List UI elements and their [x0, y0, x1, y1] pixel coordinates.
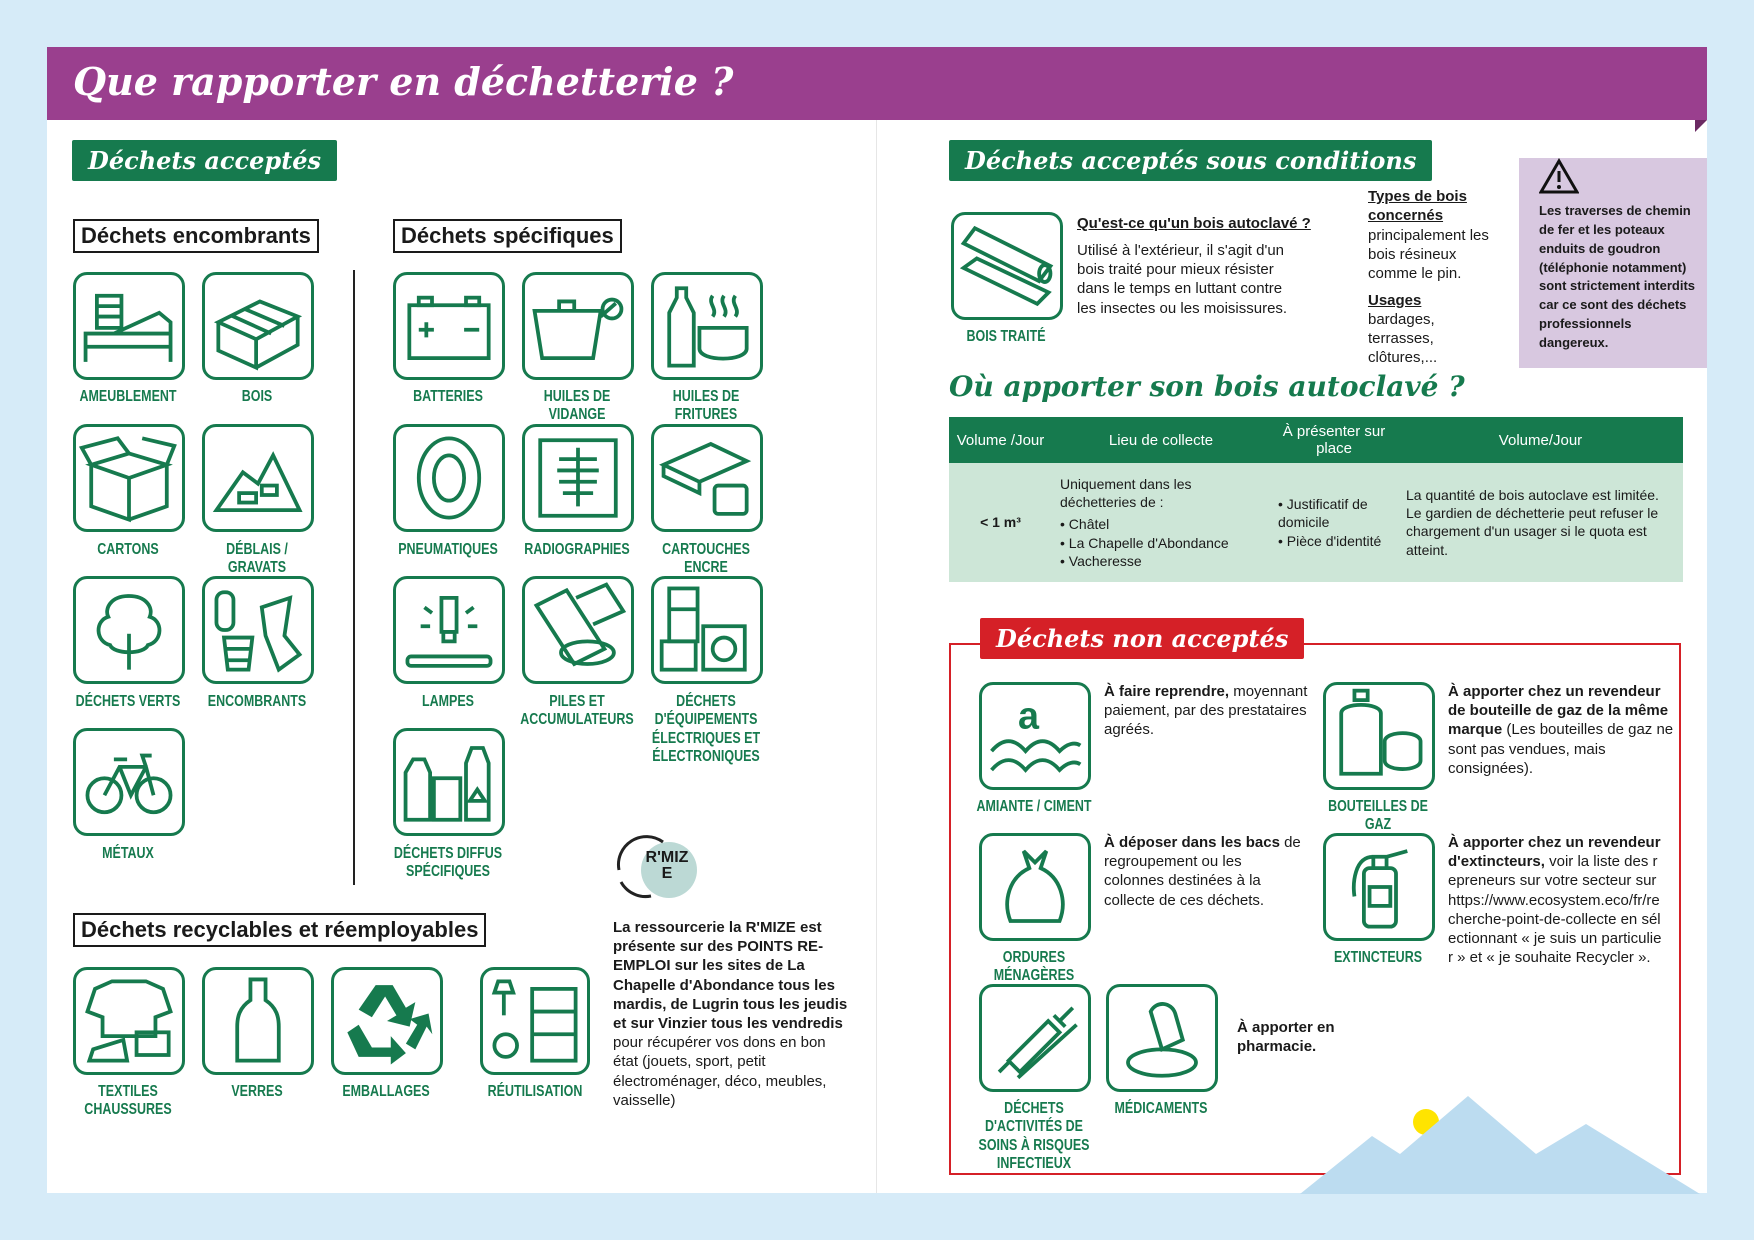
pneumatiques-icon — [393, 424, 505, 532]
warning-icon — [1539, 158, 1579, 194]
huiles-vidange-icon — [522, 272, 634, 380]
warning-box — [1519, 158, 1707, 368]
rmize-text-normal: pour récupérer vos dons en bon état (jouets, sport, petit électroménager, déco, meubles, vaisselle) — [613, 1034, 827, 1109]
metaux-icon — [73, 728, 185, 836]
cartons-icon — [73, 424, 185, 532]
extincteurs-icon — [1323, 833, 1435, 941]
th-volume-jour: Volume/Jour — [1398, 417, 1683, 463]
bois-heading: Où apporter son bois autoclavé ? — [949, 370, 1465, 403]
reutilisation-icon — [480, 967, 590, 1075]
td-documents — [1270, 463, 1398, 582]
lieu-item: • La Chapelle d'Abondance — [1060, 534, 1262, 552]
lieu-intro: Uniquement dans les déchetteries de : — [1060, 476, 1192, 511]
ameublement-caption: AMEUBLEMENT — [79, 388, 177, 405]
piles-icon — [522, 576, 634, 684]
bois-table — [949, 417, 1683, 582]
extincteurs-bold: À apporter chez un revendeur d'extincteurs, — [1448, 834, 1661, 871]
types-title: Types de bois concernés — [1368, 188, 1467, 225]
dechets-verts-icon — [73, 576, 185, 684]
bois-traite-caption: BOIS TRAITÉ — [966, 328, 1046, 345]
td-note: La quantité de bois autoclave est limitée. Le gardien de déchetterie peut refuser le chargement d'un usager si le quota est atteint. — [1398, 463, 1683, 582]
extincteurs-caption: EXTINCTEURS — [1333, 949, 1423, 966]
td-volume: < 1 m³ — [949, 463, 1052, 582]
specifiques-label: Déchets spécifiques — [393, 219, 622, 253]
metaux-caption: MÉTAUX — [102, 845, 154, 862]
dasri-caption: DÉCHETS D'ACTIVITÉS DE SOINS À RISQUES INFECTIEUX — [978, 1100, 1090, 1173]
documents-list — [1278, 495, 1390, 550]
dds-caption: DÉCHETS DIFFUS SPÉCIFIQUES — [393, 845, 503, 881]
usages-text: bardages, terrasses, clôtures,... — [1368, 311, 1438, 367]
th-lieu: Lieu de collecte — [1052, 417, 1270, 463]
lampes-caption: LAMPES — [421, 693, 474, 710]
bois-icon — [202, 272, 314, 380]
piles-caption: PILES ET ACCUMULATEURS — [520, 693, 634, 729]
deee-caption: DÉCHETS D'ÉQUIPEMENTS ÉLECTRIQUES ET ÉLECTRONIQUES — [651, 693, 761, 766]
pharmacie-text: À apporter en pharmacie. — [1237, 1019, 1335, 1056]
textiles-caption: TEXTILES CHAUSSURES — [84, 1083, 172, 1119]
amiante-text — [1104, 682, 1314, 740]
th-volume: Volume /Jour — [949, 417, 1052, 463]
cartons-caption: CARTONS — [97, 541, 159, 558]
ordures-icon — [979, 833, 1091, 941]
extincteurs-text — [1448, 833, 1663, 967]
cartouches-icon — [651, 424, 763, 532]
batteries-caption: BATTERIES — [413, 388, 483, 405]
medicaments-icon — [1106, 984, 1218, 1092]
dasri-icon — [979, 984, 1091, 1092]
column-divider — [353, 270, 355, 885]
reutilisation-caption: RÉUTILISATION — [487, 1083, 583, 1100]
rmize-logo-text: R'MIZE — [645, 849, 689, 882]
lieu-item: • Vacheresse — [1060, 552, 1262, 570]
medicaments-caption: MÉDICAMENTS — [1114, 1100, 1208, 1117]
huiles-fritures-icon — [651, 272, 763, 380]
td-lieu — [1052, 463, 1270, 582]
warning-text: Les traverses de chemin de fer et les poteaux enduits de goudron (téléphonie notamment) sont strictement interdits car ce sont des déchets professionnels dangereux. — [1539, 203, 1696, 350]
encombrants-caption: ENCOMBRANTS — [207, 693, 307, 710]
huiles-vidange-caption: HUILES DE VIDANGE — [543, 388, 611, 424]
dechets-verts-caption: DÉCHETS VERTS — [75, 693, 181, 710]
title-banner — [47, 47, 1707, 120]
banner-tab — [1695, 120, 1707, 132]
th-presenter: À présenter sur place — [1270, 417, 1398, 463]
cartouches-caption: CARTOUCHES ENCRE — [662, 541, 750, 577]
encombrants-icon — [202, 576, 314, 684]
page-title: Que rapporter en déchetterie ? — [73, 59, 734, 104]
accepted-label: Déchets acceptés — [72, 140, 337, 181]
gravats-caption: DÉBLAIS / GRAVATS — [226, 541, 288, 577]
lieu-item: • Châtel — [1060, 515, 1262, 533]
amiante-caption: AMIANTE / CIMENT — [976, 798, 1092, 815]
deee-icon — [651, 576, 763, 684]
ameublement-icon — [73, 272, 185, 380]
non-accepted-label: Déchets non acceptés — [980, 618, 1304, 659]
svg-text:a: a — [1018, 695, 1040, 738]
gaz-bold: À apporter chez un revendeur de bouteille de gaz de la même marque — [1448, 683, 1669, 739]
document-item: • Justificatif de domicile — [1278, 495, 1390, 531]
recyclables-label: Déchets recyclables et réemployables — [73, 913, 486, 947]
verres-icon — [202, 967, 314, 1075]
amiante-icon — [979, 682, 1091, 790]
radiographies-caption: RADIOGRAPHIES — [524, 541, 630, 558]
page-fold — [876, 47, 877, 1193]
emballages-icon — [331, 967, 443, 1075]
rmize-text-bold: La ressourcerie la R'MIZE est présente sur des POINTS RE-EMPLOI sur les sites de La Chapelle d'Abondance tous les mardis, de Lugrin tous les jeudis et sur Vinzier tous les vendredis — [613, 919, 848, 1032]
mountains-decoration — [1300, 1084, 1700, 1194]
gaz-icon — [1323, 682, 1435, 790]
gravats-icon — [202, 424, 314, 532]
document-item: • Pièce d'identité — [1278, 532, 1390, 550]
bois-answer: Utilisé à l'extérieur, il s'agit d'un bois traité pour mieux résister dans le temps en luttant contre les insectes ou les moisissures. — [1077, 242, 1288, 317]
usages-title: Usages — [1368, 292, 1422, 309]
gaz-caption: BOUTEILLES DE GAZ — [1328, 798, 1428, 834]
encombrants-label: Déchets encombrants — [73, 219, 319, 253]
pneumatiques-caption: PNEUMATIQUES — [398, 541, 498, 558]
huiles-fritures-caption: HUILES DE FRITURES — [672, 388, 740, 424]
extincteurs-normal: voir la liste des repreneurs sur votre secteur sur https://www.ecosystem.eco/fr/recherche-point-de-collecte en sélectionnant « je suis un particulier » et « je souhaite Recycler ». — [1448, 853, 1662, 967]
lampes-icon — [393, 576, 505, 684]
gaz-normal: (Les bouteilles de gaz ne sont pas vendues, mais consignées). — [1448, 721, 1674, 777]
amiante-bold: À faire reprendre, — [1104, 683, 1230, 700]
types-text: principalement les bois résineux comme le pin. — [1368, 227, 1489, 283]
radiographies-icon — [522, 424, 634, 532]
verres-caption: VERRES — [231, 1083, 283, 1100]
bois-question: Qu'est-ce qu'un bois autoclavé ? — [1077, 215, 1311, 232]
conditions-label: Déchets acceptés sous conditions — [949, 140, 1432, 181]
lieu-list — [1060, 515, 1262, 570]
batteries-icon — [393, 272, 505, 380]
emballages-caption: EMBALLAGES — [342, 1083, 430, 1100]
ordures-normal: de regroupement ou les colonnes destinées à la collecte de ces déchets. — [1104, 834, 1301, 909]
dds-icon — [393, 728, 505, 836]
bois-caption: BOIS — [241, 388, 273, 405]
bois-traite-icon — [951, 212, 1063, 320]
rmize-text — [613, 918, 853, 1110]
ordures-bold: À déposer dans les bacs — [1104, 834, 1280, 851]
gaz-text — [1448, 682, 1678, 778]
rmize-logo — [611, 830, 701, 900]
textiles-icon — [73, 967, 185, 1075]
amiante-normal: moyennant paiement, par des prestataires agréés. — [1104, 683, 1308, 739]
ordures-text — [1104, 833, 1304, 910]
ordures-caption: ORDURES MÉNAGÈRES — [993, 949, 1075, 985]
